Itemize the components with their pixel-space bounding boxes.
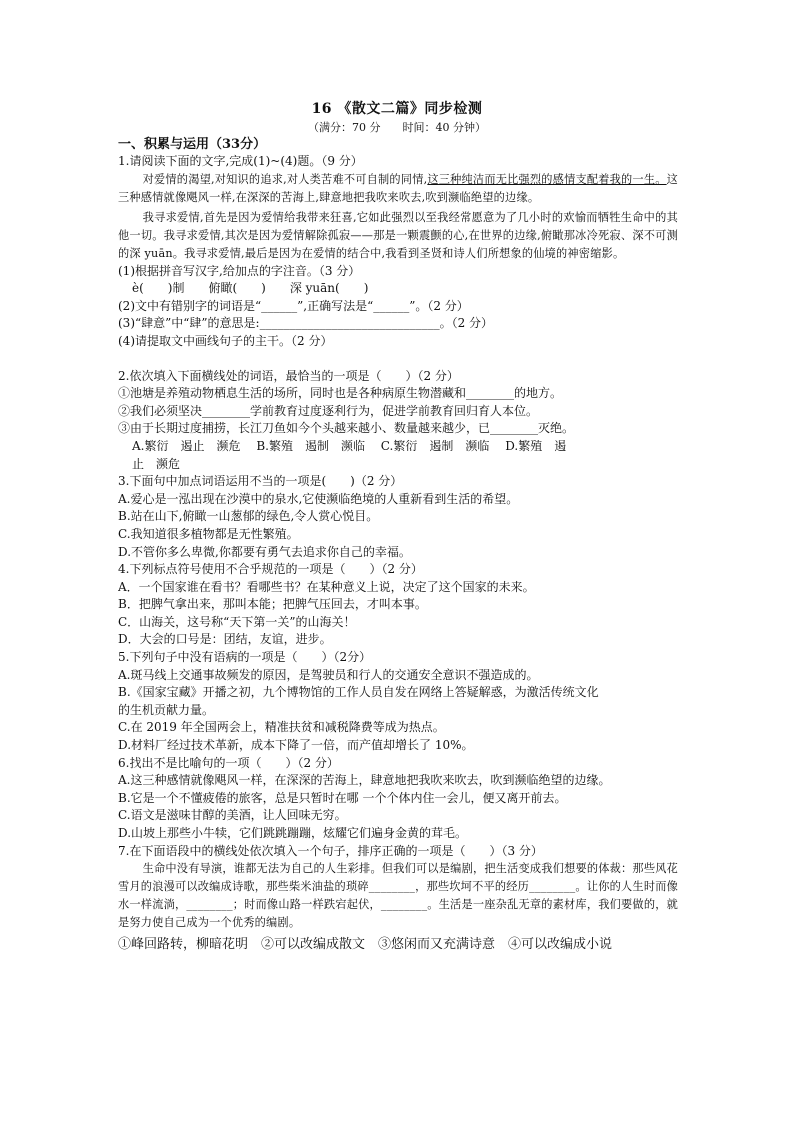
answer-space bbox=[118, 351, 678, 368]
q4-option-a: A．一个国家谁在看书？看哪些书？在某种意义上说，决定了这个国家的未来。 bbox=[118, 579, 535, 594]
q2-options bbox=[118, 438, 678, 456]
q5-option-a: A.斑马线上交通事故频发的原因，是驾驶员和行人的交通安全意识不强造成的。 bbox=[118, 667, 539, 682]
q5-stem: 5.下列句子中没有语病的一项是（ ）（2分） bbox=[118, 650, 372, 665]
q7-options: ①峰回路转，柳暗花明 ②可以改编成散文 ③悠闲而又充满诗意 ④可以改编成小说 bbox=[118, 937, 613, 953]
page-title: 16 《散文二篇》同步检测 bbox=[311, 101, 483, 117]
q2-stem: 2.依次填入下面横线处的词语，最恰当的一项是（ ）（2 分） bbox=[118, 368, 459, 383]
q1-sub1-items: è( )制 俯瞰( ) 深 yuān( ) bbox=[132, 281, 369, 296]
q4-stem: 4.下列标点符号使用不合乎规范的一项是（ ）（2 分） bbox=[118, 562, 423, 577]
section-heading: 一、积累与运用（33分） bbox=[118, 137, 267, 152]
q6-option-d: D.山坡上那些小牛犊，它们跳跳蹦蹦，炫耀它们遍身金黄的茸毛。 bbox=[118, 826, 468, 840]
q5-option-c: C.在 2019 年全国两会上，精准扶贫和减税降费等成为热点。 bbox=[118, 720, 445, 735]
q6-option-a: A.这三种感情就像飓风一样，在深深的苦海上，肆意地把我吹来吹去，吹到濒临绝望的边缘。 bbox=[118, 773, 611, 788]
q3-stem: 3.下面句中加点词语运用不当的一项是( )（2 分） bbox=[118, 474, 403, 489]
q1-passage-1-start: 对爱情的渴望,对知识的追求,对人类苦难不可自制的同情, bbox=[142, 172, 428, 186]
q2-sentence-1: ①池塘是养殖动物栖息生活的场所，同时也是各种病原生物潜藏和________的地方。 bbox=[118, 386, 563, 401]
q5-option-d: D.材料厂经过技术革新，成本下降了一倍，而产值却增长了 10%。 bbox=[118, 738, 474, 753]
page-subtitle: （满分：70 分 时间：40 分钟） bbox=[308, 121, 486, 134]
q2-option-d-cont: 止 濒危 bbox=[132, 456, 181, 471]
q2-sentence-2: ②我们必须坚决________学前教育过度逐利行为，促进学前教育回归育人本位。 bbox=[118, 403, 539, 418]
q1-sub4: (4)请提取文中画线句子的主干。（2 分） bbox=[118, 333, 333, 348]
q2-option-d: D.繁殖 遏 bbox=[505, 438, 567, 453]
q6-option-b: B.它是一个不懂疲倦的旅客，总是只暂时在哪 一个个体内住一会儿，便又离开前去。 bbox=[118, 790, 567, 805]
q7-passage: 生命中没有导演，谁都无法为自己的人生彩排。但我们可以是编剧，把生活变成我们想要的体裁：那些风花雪月的浪漫可以改编成诗歌，那些柴米油盐的琐碎________，那些坎坷不平的经历________。让你的人生时而像水一样流淌，________；时而像山路一样跌宕起伏，________。生活是一座杂乱无章的素材库，我们要做的，就是努力使自己成为一个优秀的编剧。 bbox=[118, 862, 678, 930]
q3-option-a: A.爱心是一泓出现在沙漠中的泉水,它使濒临绝境的人重新看到生活的希望。 bbox=[118, 491, 519, 506]
q6-stem: 6.找出不是比喻句的一项（ ）（2 分） bbox=[118, 755, 339, 770]
q6-option-c: C.语文是滋味甘醇的美酒，让人回味无穷。 bbox=[118, 808, 347, 823]
q3-option-b: B.站在山下,俯瞰一山葱郁的绿色,令人赏心悦目。 bbox=[118, 509, 379, 524]
q1-passage-2: 我寻求爱情,首先是因为爱情给我带来狂喜,它如此强烈以至我经常愿意为了几小时的欢愉而牺牲生命中的其他一切。我寻求爱情,其次是因为爱情解除孤寂——那是一颗震颤的心,在世界的边缘,俯瞰那冰冷死寂、深不可测的深 yuān。我寻求爱情,最后是因为在爱情的结合中,我看到圣贤和诗人们所想象的仙境的神密缩影。 bbox=[118, 210, 678, 260]
q1-underlined-sentence: 这三种纯洁而无比强烈的感情支配着我的一生。 bbox=[427, 172, 667, 186]
q1-sub1: (1)根据拼音写汉字,给加点的字注音。（3 分） bbox=[118, 263, 361, 278]
q1-passage-1 bbox=[118, 171, 678, 207]
q1-passage-1-end: 这三种感情就像飓风一样,在深深的苦海上,肆意地把我吹来吹去,吹到濒临绝望的边缘。 bbox=[118, 172, 678, 204]
q2-option-a: A.繁衍 遏止 濒危 bbox=[132, 438, 241, 453]
q5-option-b-cont: 的生机贡献力量。 bbox=[118, 702, 215, 717]
q4-option-d: D．大会的口号是：团结，友谊，进步。 bbox=[118, 632, 332, 647]
q4-option-c: C．山海关，这号称“天下第一关”的山海关！ bbox=[118, 614, 356, 629]
q1-sub3: (3)“肆意”中“肆”的意思是:______________________________。（2 分） bbox=[118, 316, 494, 331]
q2-option-b: B.繁殖 遏制 濒临 bbox=[256, 438, 365, 453]
q3-option-d: D.不管你多么卑微,你都要有勇气去追求你自己的幸福。 bbox=[118, 544, 411, 559]
q1-sub2: (2)文中有错别字的词语是“______”,正确写法是“______”。（2 分） bbox=[118, 298, 469, 313]
q2-option-c: C.繁衍 遏制 濒临 bbox=[380, 438, 490, 453]
q4-option-b: B．把脾气拿出来，那叫本能；把脾气压回去，才叫本事。 bbox=[118, 597, 427, 612]
q3-option-c: C.我知道很多植物都是无性繁殖。 bbox=[118, 526, 299, 541]
q5-option-b: B.《国家宝藏》开播之初，九个博物馆的工作人员自发在网络上答疑解惑，为激活传统文化 bbox=[118, 685, 599, 700]
q2-sentence-3: ③由于长期过度捕捞，长江刀鱼如今个头越来越小、数量越来越少，已________灭绝。 bbox=[118, 421, 575, 436]
q1-stem: 1.请阅读下面的文字,完成(1)~(4)题。（9 分） bbox=[118, 154, 363, 168]
q7-stem: 7.在下面语段中的横线处依次填入一个句子，排序正确的一项是（ ）（3 分） bbox=[118, 843, 543, 858]
exam-content bbox=[118, 136, 678, 969]
